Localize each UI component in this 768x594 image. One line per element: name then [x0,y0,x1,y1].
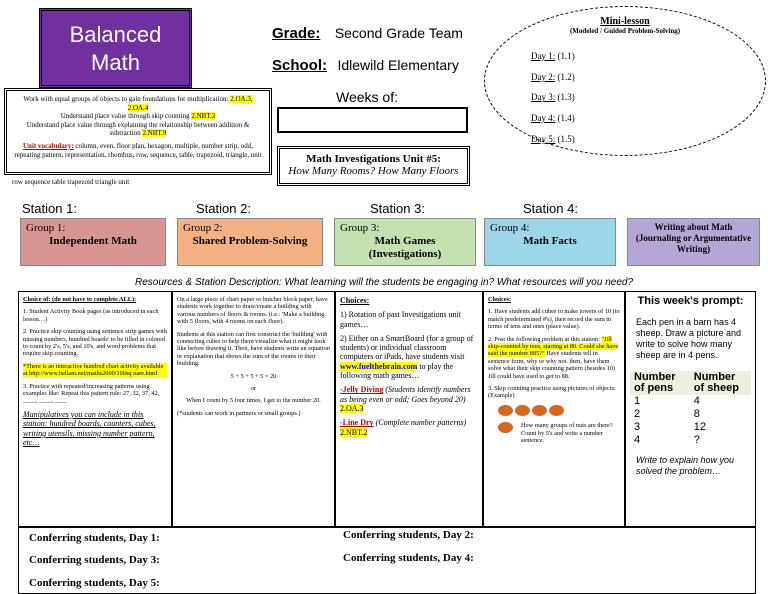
standards-box [4,88,272,175]
nut-groups-image [498,405,620,445]
table-cell: 4 [693,395,700,407]
grade-row [272,25,463,43]
col1-item-1: 1. Student Activity Book pages (as introduced in each lesson…) [23,308,159,323]
unit-vocabulary: Unit vocabulary: column, even, floor plan, hexagon, multiple, number strip, odd, repeating pattern, representation, rhombus, row, sequence, table, trapezoid, triangle, unit [14,141,262,159]
col1-manipulatives: Manipulatives you can include in this station: hundred boards, counters, cubes, writing utensils, missing number pattern, etc… [23,409,156,448]
col4-nut-question: How many groups of nuts are there? Count by 5's and write a number sentence. [521,422,613,445]
conferring-day-3: Conferring students, Day 3: [29,554,160,566]
table-cell: 12 [693,421,706,433]
standard-1: Work with equal groups of objects to gain foundations for multiplication: 2.OA.3, 2.OA.4 [23,95,253,112]
col1-choice: Choice of: (do not have to complete ALL): [23,296,137,303]
weekly-prompt-footer: Write to explain how you solved the problem… [636,455,735,476]
group-4-name: Math Facts [523,235,577,247]
col1-hundred-chart-link[interactable]: *There is an interactive hundred chart activity available at http://www.hellam.net/maths2000/100sq uare.html [23,363,167,378]
col2-para-2: Students at this station can first construct the 'building' with connecting cubes to help them visualize what it might look like before drawing it. Then, have students write an equation or explanation that shows the sum of the rooms in their building. [177,330,330,368]
group-1-name: Independent Math [49,235,137,247]
writing-about-math-name: Writing about Math (Journaling or Argumentative Writing) [635,222,752,254]
weekly-prompt-text: Each pen in a barn has 4 sheep. Draw a picture and write to solve how many sheep are in 4 pens. [636,317,742,360]
standard-2: Understand place value through skip counting 2.NBT.2 [60,112,216,121]
sheep-table-header-pens: Number of pens [634,371,676,394]
resources-heading: Resources & Station Description: What learning will the students be engaging in? What resources will you need? [134,277,634,288]
logo-line-1: Balanced [69,22,162,47]
col2-para-1: On a large piece of chart paper or butcher block paper, have students work together to draw/create a building with various numbers of floors & rooms. (i.e.: 'Make a building with 5 floors, with 4 rooms on each floor). [177,296,328,326]
station-3-label: Station 3: [370,201,425,216]
col2-note: (*students can work in partners or small groups.) [177,409,301,417]
conferring-day-4: Conferring students, Day 4: [343,552,474,564]
grade-label: Grade: [272,25,321,42]
table-cell: 2 [634,408,641,420]
table-cell: 8 [693,408,700,420]
writing-prompt-column [625,291,756,527]
logo-line-2: Math [91,50,140,75]
station-1-label: Station 1: [22,201,77,216]
balanced-math-logo [39,8,192,88]
col4-item-1: 1. Have students add cubes to make towers of 10 (to match predetermined #'s), then record the sum in terms of tens and ones (place value). [488,308,620,331]
minilesson-day-5: Day 5: (1.5) [531,133,575,144]
group-3-box [334,218,476,266]
table-cell: 1 [634,395,641,407]
school-value: Idlewild Elementary [337,57,459,73]
minilesson-day-1: Day 1: (1.1) [531,51,575,61]
standard-3: Understand place value through explaining the relationship between addition & subtraction 2.NBT.9 [26,120,250,138]
conferring-day-5: Conferring students, Day 5: [29,577,160,589]
minilesson-header [484,16,766,35]
nut-icon [532,405,547,416]
unit-title-box [277,146,470,186]
nut-icon [549,405,564,416]
col2-sentence: When I count by 5 four times, I get to the number 20. [186,397,321,405]
table-cell: 3 [634,421,641,433]
group-3-name: Math Games (Investigations) [368,235,442,260]
col3-item-2: 2) Either on a SmartBoard (for a group of students) or individual classroom computers or iPads, have students visit www.fuelthebrain.com to play the following math games… [340,333,474,381]
minilesson-title: Mini-lesson [600,16,650,27]
station-2-description [172,291,335,527]
col3-item-1: 1) Rotation of past Investigations unit games… [340,310,462,329]
minilesson-day-2: Day 2: (1.2) [531,71,575,82]
group-3-label: Group 3: [340,222,380,234]
unit-subtitle: How Many Rooms? How Many Floors [288,165,459,177]
station-3-description [335,291,483,527]
col1-item-2: 2. Practice skip counting using sentence strip games with missing numbers, hundred boards' to be filled in colored to count by 2's, 5's, and 10's, and word problems that require skip counting. [23,328,167,358]
group-4-label: Group 4: [490,222,530,234]
sheep-table-header-sheep: Number of sheep [693,371,739,394]
nut-icon [515,405,530,416]
station-4-label: Station 4: [523,201,578,216]
group-2-label: Group 2: [183,222,223,234]
station-1-description [18,291,172,527]
weeks-of-label: Weeks of: [336,89,398,105]
group-4-box [484,218,616,266]
school-label: School: [272,57,327,74]
col4-heading: Choices: [488,296,512,303]
minilesson-days [531,46,575,150]
group-1-label: Group 1: [26,222,66,234]
fuelthebrain-link[interactable]: www.fuelthebrain.com [340,361,418,371]
nut-icon [498,422,513,433]
grade-value: Second Grade Team [334,25,463,41]
minilesson-day-4: Day 4: (1.4) [531,113,575,124]
col1-item-3: 3. Practice with repeated/increasing patterns using examples like: Repeat this pattern rule: 27, 32, 37, 42, ____, ____, ____ [23,382,160,405]
col2-equation: 5 + 5 + 5 + 5 = 20 [230,372,277,380]
unit-title: Math Investigations Unit #5: [306,153,441,165]
nut-icon [498,405,513,416]
weeks-of-field[interactable] [277,107,468,133]
col4-item-3: 3. Skip counting practice using pictures of objects: (Example) [488,385,616,400]
col3-game-2: -Line Dry (Complete number patterns) 2.NBT.2 [340,418,467,437]
col4-item-2: 2. Post the following problem at this station: "Jill skip-counted by tens, starting at 80. Could she have said the number 885?" Have students tell in sentence form, why or why not. then, have them solve what their skip counting pattern (besides 10) Jill could have used to get to 88. [488,335,619,380]
sheep-table [630,371,751,447]
station-2-label: Station 2: [196,201,251,216]
col3-heading: Choices: [340,296,370,305]
vocab-overflow: row sequence table trapezoid triangle unit [12,178,130,186]
table-cell: 4 [634,434,641,446]
col2-or: or [250,385,257,393]
col3-game-1: -Jelly Diving (Students identify numbers as being even or odd; Goes beyond 20) 2.OA.3 [340,385,471,413]
group-2-name: Shared Problem-Solving [192,235,308,247]
school-row [272,57,459,75]
writing-about-math-box [627,218,760,266]
group-2-box [177,218,323,266]
conferring-day-1: Conferring students, Day 1: [29,532,160,544]
minilesson-day-3: Day 3: (1.3) [531,92,575,103]
group-1-box [20,218,166,266]
conferring-box [18,527,756,594]
station-4-description [483,291,625,527]
minilesson-subtitle: (Modeled / Guided Problem-Solving) [569,27,681,35]
weekly-prompt-heading: This week's prompt: [637,295,744,307]
table-cell: ? [693,434,700,446]
conferring-day-2: Conferring students, Day 2: [343,529,474,541]
